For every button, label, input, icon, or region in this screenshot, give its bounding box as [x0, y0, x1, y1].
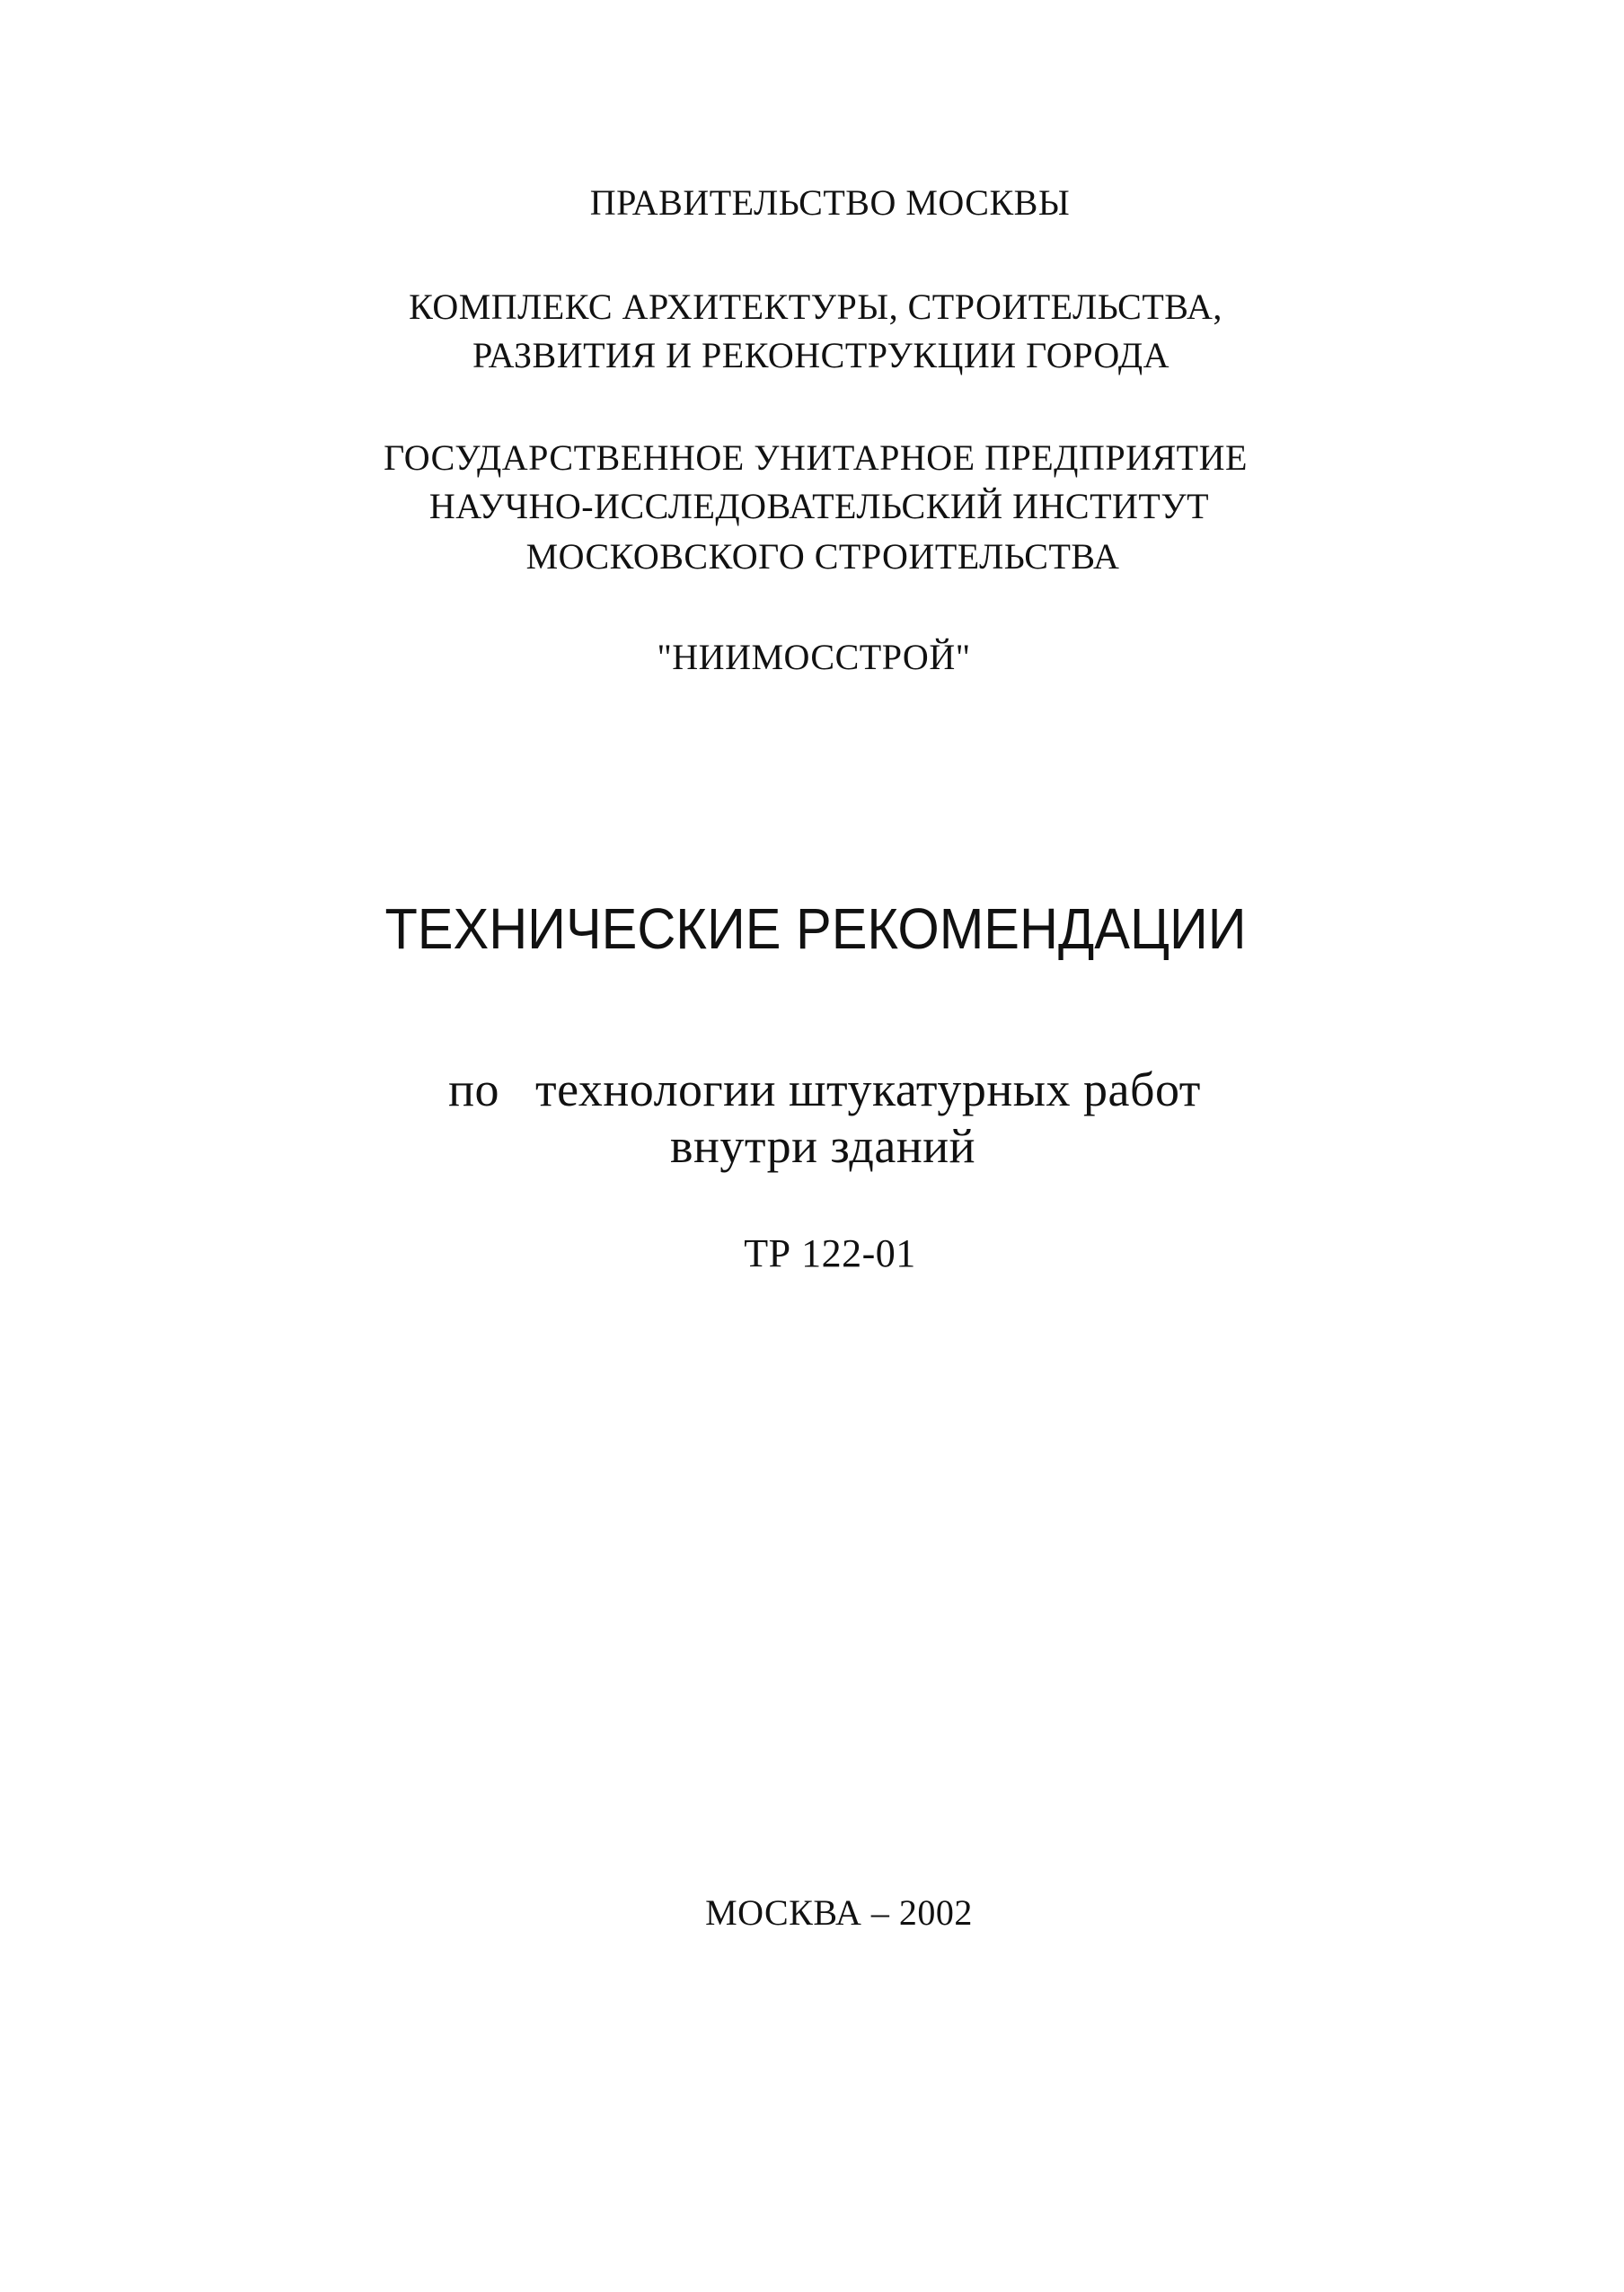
document-subtitle-line-2: внутри зданий [669, 1119, 976, 1173]
document-subtitle-line-1 [13, 1062, 1624, 1116]
enterprise-name-line-3: МОСКОВСКОГО СТРОИТЕЛЬСТВА [525, 536, 1120, 577]
institute-name: "НИИМОССТРОЙ" [657, 637, 971, 677]
subtitle-text-line-1: технологии штукатурных работ [535, 1062, 1201, 1116]
complex-name-line-2: РАЗВИТИЯ И РЕКОНСТРУКЦИИ ГОРОДА [472, 335, 1169, 375]
subtitle-prefix: по [448, 1062, 500, 1116]
enterprise-name-line-2: НАУЧНО-ИССЛЕДОВАТЕЛЬСКИЙ ИНСТИТУТ [428, 486, 1210, 526]
document-code: ТР 122-01 [744, 1231, 916, 1275]
publication-imprint: МОСКВА – 2002 [705, 1892, 973, 1933]
document-title: ТЕХНИЧЕСКИЕ РЕКОМЕНДАЦИИ [384, 896, 1247, 961]
government-name: ПРАВИТЕЛЬСТВО МОСКВЫ [589, 182, 1071, 223]
enterprise-name-line-1: ГОСУДАРСТВЕННОЕ УНИТАРНОЕ ПРЕДПРИЯТИЕ [384, 437, 1248, 478]
complex-name-line-1: КОМПЛЕКС АРХИТЕКТУРЫ, СТРОИТЕЛЬСТВА, [409, 286, 1222, 327]
